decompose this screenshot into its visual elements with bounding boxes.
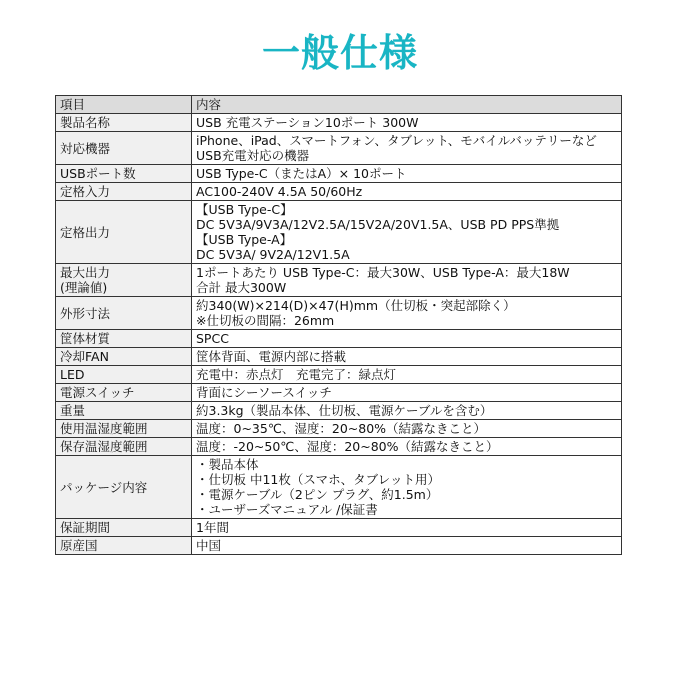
spec-value-line: 筐体背面、電源内部に搭載 [196,349,347,364]
spec-value-line: ・ユーザーズマニュアル /保証書 [196,502,378,517]
spec-value-line: SPCC [196,331,229,346]
table-row [56,348,622,366]
spec-label-cell [56,366,192,384]
table-row [56,366,622,384]
table-row [56,165,622,183]
table-row [56,384,622,402]
table-row [56,330,622,348]
spec-value-cell [192,330,622,348]
spec-value-cell [192,264,622,297]
spec-label-cell [56,264,192,297]
spec-value-line: USB充電対応の機器 [196,148,310,163]
spec-value-cell [192,348,622,366]
spec-value-line: ・仕切板 中11枚（スマホ、タブレット用） [196,472,441,487]
header-item: 項目 [56,96,192,114]
spec-label: 原産国 [60,538,98,553]
spec-label: 重量 [60,403,86,418]
spec-value-line: USB 充電ステーション10ポート 300W [196,115,419,130]
spec-label-cell [56,438,192,456]
spec-label: パッケージ内容 [60,479,148,495]
spec-value-line: 【USB Type-A】 [196,232,293,247]
spec-value-line: AC100-240V 4.5A 50/60Hz [196,184,363,199]
spec-label: 定格入力 [60,184,111,199]
spec-label-cell [56,420,192,438]
spec-value-cell [192,438,622,456]
table-row [56,183,622,201]
table-header-row [56,96,622,114]
spec-label-cell [56,456,192,519]
table-row [56,132,622,165]
spec-label: 製品名称 [60,115,111,130]
spec-value-line: USB Type-C（またはA）× 10ポート [196,166,407,181]
spec-table [55,95,622,555]
spec-value-line: 背面にシーソースイッチ [196,385,332,400]
spec-label: 保存温湿度範囲 [60,439,148,454]
spec-value-line: ・製品本体 [196,457,259,472]
spec-label: 電源スイッチ [60,385,135,400]
spec-value-cell [192,183,622,201]
spec-value-cell [192,384,622,402]
spec-value-line: 中国 [196,538,222,553]
table-row [56,420,622,438]
spec-label-cell [56,297,192,330]
spec-label: 対応機器 [60,140,111,156]
table-row [56,264,622,297]
spec-label-cell [56,114,192,132]
spec-value-cell [192,201,622,264]
spec-value-line: 温度：-20~50℃、湿度：20~80%（結露なきこと） [196,439,499,454]
spec-label-cell [56,330,192,348]
spec-label: 使用温湿度範囲 [60,421,148,436]
spec-value-line: 約340(W)×214(D)×47(H)mm（仕切板・突起部除く） [196,298,516,313]
spec-label-cell [56,348,192,366]
spec-value-cell [192,132,622,165]
spec-value-line: 【USB Type-C】 [196,202,293,217]
spec-value-line: ・電源ケーブル（2ピン プラグ、約1.5m） [196,487,439,502]
page-title: 一般仕様 [261,31,418,75]
spec-label: 外形寸法 [60,305,111,321]
spec-value-line: 温度：0~35℃、湿度：20~80%（結露なきこと） [196,421,487,436]
spec-label-cell [56,519,192,537]
spec-value-line: iPhone、iPad、スマートフォン、タブレット、モバイルバッテリーなど [196,133,597,148]
spec-value-line: DC 5V3A/ 9V2A/12V1.5A [196,247,350,262]
spec-label: LED [60,367,85,382]
table-row [56,201,622,264]
spec-value-line: DC 5V3A/9V3A/12V2.5A/15V2A/20V1.5A、USB PD PPS準拠 [196,217,560,232]
spec-label: 保証期間 [60,520,111,535]
spec-value-cell [192,165,622,183]
table-row [56,519,622,537]
spec-label-cell [56,537,192,555]
header-content: 内容 [192,96,622,114]
spec-label: 筐体材質 [60,331,111,346]
spec-label: USBポート数 [60,166,136,181]
spec-value-line: 充電中：赤点灯 充電完了：緑点灯 [196,367,397,382]
table-row [56,456,622,519]
spec-label-cell [56,384,192,402]
spec-label-sub: (理論値) [60,280,108,295]
table-row [56,297,622,330]
spec-value-cell [192,519,622,537]
spec-value-line: 合計 最大300W [196,280,287,295]
spec-table-body [56,96,622,555]
spec-label-cell [56,402,192,420]
spec-label-cell [56,165,192,183]
spec-label-cell [56,132,192,165]
spec-value-line: 1ポートあたり USB Type-C：最大30W、USB Type-A：最大18W [196,265,570,280]
spec-value-line: ※仕切板の間隔：26mm [196,313,335,328]
spec-value-cell [192,366,622,384]
spec-value-cell [192,114,622,132]
spec-label-cell [56,183,192,201]
table-row [56,402,622,420]
spec-label-cell [56,201,192,264]
spec-value-line: 1年間 [196,520,229,535]
spec-value-cell [192,297,622,330]
spec-label: 冷却FAN [60,349,109,364]
spec-value-cell [192,537,622,555]
table-row [56,537,622,555]
spec-label: 定格出力 [60,224,111,240]
table-row [56,438,622,456]
spec-value-line: 約3.3kg（製品本体、仕切板、電源ケーブルを含む） [196,403,493,418]
spec-label: 最大出力 [60,265,111,280]
spec-value-cell [192,456,622,519]
table-row [56,114,622,132]
spec-value-cell [192,402,622,420]
spec-value-cell [192,420,622,438]
